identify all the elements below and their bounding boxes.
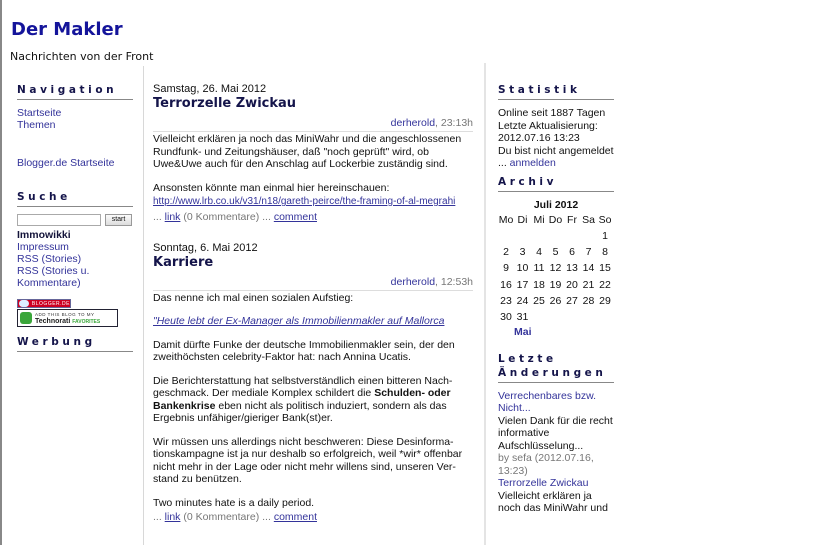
weekday: Mi <box>533 213 545 226</box>
calendar-day: 7 <box>585 246 592 259</box>
calendar-day <box>564 309 580 325</box>
column-divider-right <box>484 63 486 545</box>
calendar-day: 25 <box>533 294 545 307</box>
calendar-day: 9 <box>503 262 509 275</box>
story-paragraph: Ansonsten könnte man einmal hier hereinschauen: <box>153 181 390 194</box>
search-form <box>17 214 133 226</box>
calendar-day: 17 <box>516 278 529 291</box>
weekday: So <box>598 213 612 226</box>
change-item-by: by sefa (2012.07.16, 13:23) <box>498 452 594 477</box>
story-title[interactable]: Karriere <box>153 254 214 270</box>
technorati-favorites: FAVORITES <box>72 318 101 325</box>
story-paragraph: Das nenne ich mal einen sozialen Aufstieg: <box>153 291 354 304</box>
rss-stories-comments-link[interactable]: RSS (Stories u. Kommentare) <box>17 265 90 289</box>
site-subtitle: Nachrichten von der Front <box>10 50 154 63</box>
search-start-button[interactable]: start <box>105 214 132 226</box>
calendar-day: 10 <box>516 262 529 275</box>
story-paragraph: Damit dürfte Funke der deutsche Immobilienmakler sein, der den zweithöchsten celebrity-Faktor hat: nach Annina Ucatis. <box>153 338 455 363</box>
weekday: Fr <box>567 213 577 226</box>
calendar-day <box>531 228 547 244</box>
blogger-badge[interactable] <box>17 299 71 308</box>
author-link[interactable]: derherold <box>390 275 436 288</box>
story-paragraph <box>153 375 473 425</box>
technorati-top-text: ADD THIS BLOG TO MY <box>35 311 95 317</box>
calendar-day: 2 <box>503 246 509 259</box>
weekday: Do <box>548 213 563 226</box>
story-date: Samstag, 26. Mai 2012 <box>153 83 267 95</box>
calendar-day: 13 <box>566 262 578 275</box>
calendar-day <box>498 228 514 244</box>
technorati-logo-icon <box>20 312 32 324</box>
change-item-text: Vielen Dank für die recht informative Aufschlüsselung... <box>498 414 613 452</box>
author-link[interactable]: derherold <box>390 117 436 129</box>
technorati-name: Technorati <box>35 317 71 325</box>
nav-link-blogger-startseite[interactable]: Blogger.de Startseite <box>17 157 115 169</box>
immowikki-link[interactable]: Immowikki <box>17 229 71 241</box>
online-since: Online seit 1887 Tagen <box>498 107 606 119</box>
calendar-day: 21 <box>582 278 595 291</box>
calendar-day <box>531 309 547 325</box>
external-url-link[interactable]: http://www.lrb.co.uk/v31/n18/gareth-peirce/the-framing-of-al-megrahi <box>153 196 456 207</box>
weekday: Mo <box>498 213 514 226</box>
last-update: Letzte Aktualisierung: 2012.07.16 13:23 <box>498 119 598 144</box>
story-footer <box>153 211 473 224</box>
archive-calendar <box>498 199 614 338</box>
calendar-day: 20 <box>566 278 578 291</box>
calendar-day <box>548 228 564 244</box>
calendar-day: 22 <box>599 278 611 291</box>
permalink-link[interactable]: link <box>164 511 181 523</box>
impressum-link[interactable]: Impressum <box>17 241 69 253</box>
calendar-day <box>548 309 564 325</box>
story-time: , 12:53h <box>435 275 473 288</box>
column-divider-left <box>143 66 144 545</box>
bold-text: Schulden- oder Bankenkrise <box>153 387 451 412</box>
calendar-day: 8 <box>602 246 608 259</box>
login-status: Du bist nicht angemeldet ... <box>498 144 614 169</box>
calendar-day <box>564 228 580 244</box>
calendar-day: 24 <box>516 294 529 307</box>
technorati-badge[interactable] <box>17 309 118 327</box>
story-terrorzelle <box>153 83 473 224</box>
rss-stories-link[interactable]: RSS (Stories) <box>17 253 82 265</box>
calendar-day: 4 <box>536 246 542 259</box>
text-span: Die Berichterstattung hat selbstverständlich einen bitteren Nach-geschmack. Der mediale Komplex schildert die <box>153 374 453 399</box>
footer-prefix: ... <box>153 210 165 223</box>
quote-link[interactable]: "Heute lebt der Ex-Manager als Immobilienmakler auf Mallorca <box>153 315 445 327</box>
calendar-day <box>581 228 597 244</box>
calendar-day <box>515 228 531 244</box>
story-time: , 23:13h <box>435 117 473 129</box>
calendar-day: 19 <box>549 278 562 291</box>
change-item-text: Vielleicht erklären ja noch das MiniWahr und <box>498 489 608 515</box>
changes-heading: Letzte Änderungen <box>498 352 614 383</box>
statistics-text <box>498 107 614 170</box>
text-span: eben nicht als politisch induziert, sondern als das Ergebnis unfähiger/gieriger Bank(st)er. <box>153 399 447 424</box>
permalink-link[interactable]: link <box>164 210 181 223</box>
archiv-heading: Archiv <box>498 176 614 192</box>
nav-link-startseite[interactable]: Startseite <box>17 107 62 119</box>
calendar-day: 27 <box>566 294 578 307</box>
search-heading: Suche <box>17 191 133 207</box>
left-sidebar <box>17 84 133 359</box>
footer-prefix: ... <box>153 511 165 523</box>
calendar-grid <box>498 212 614 326</box>
calendar-day: 11 <box>533 262 545 275</box>
story-paragraph: Two minutes hate is a daily period. <box>153 496 315 509</box>
story-footer <box>153 511 473 524</box>
login-link[interactable]: anmelden <box>509 157 556 169</box>
right-sidebar <box>498 84 614 515</box>
calendar-day: 31 <box>516 311 529 324</box>
calendar-day: 14 <box>582 262 595 275</box>
calendar-day: 23 <box>500 294 512 307</box>
navigation-heading: Navigation <box>17 84 133 100</box>
calendar-day: 29 <box>599 294 611 307</box>
speech-bubble-icon <box>19 300 29 307</box>
calendar-day: 28 <box>582 294 595 307</box>
change-item-title[interactable]: Terrorzelle Zwickau <box>498 477 589 490</box>
comment-link[interactable]: comment <box>273 210 317 223</box>
calendar-month: Juli 2012 <box>533 198 579 211</box>
story-paragraph: Vielleicht erklären ja noch das MiniWahr und die angeschlossenen Rundfunk- und Zeitungshäuser, daß "noch geprüft" wird, ob Uwe&Uwe auch für den Anschlag auf Lockerbie zuständig sind. <box>153 133 462 170</box>
story-date: Sonntag, 6. Mai 2012 <box>153 241 258 254</box>
weekday: Sa <box>582 213 595 226</box>
change-item-title[interactable]: Verrechenbares bzw. Nicht... <box>498 389 597 415</box>
werbung-heading: Werbung <box>17 336 133 352</box>
site-title[interactable]: Der Makler <box>11 19 123 40</box>
calendar-day: 1 <box>602 229 608 242</box>
calendar-day: 26 <box>549 294 562 307</box>
comment-count: (0 Kommentare) ... <box>180 210 274 223</box>
previous-month-link[interactable]: Mai <box>514 325 532 338</box>
story-title[interactable]: Terrorzelle Zwickau <box>153 96 297 111</box>
story-meta <box>153 276 473 291</box>
calendar-day <box>581 309 597 325</box>
statistik-heading: Statistik <box>498 84 614 100</box>
weekday: Di <box>517 213 528 226</box>
comment-count: (0 Kommentare) ... <box>180 511 274 523</box>
story-paragraph: Wir müssen uns allerdings nicht beschweren: Diese Desinforma-tionskampagne ist ja nur deshalb so erfolgreich, weil *wir* offenbar nicht mehr in der Lage oder nicht mehr willens sind, unseren Ver-stand zu benützen. <box>153 435 463 485</box>
calendar-day: 18 <box>533 278 545 291</box>
calendar-day: 5 <box>552 246 559 259</box>
nav-link-themen[interactable]: Themen <box>17 119 56 131</box>
comment-link[interactable]: comment <box>273 511 317 523</box>
calendar-day: 12 <box>549 262 562 275</box>
window-frame-edge <box>0 0 2 545</box>
calendar-day: 6 <box>569 246 575 259</box>
calendar-day: 16 <box>500 278 512 291</box>
main-content <box>153 83 473 538</box>
search-input[interactable] <box>17 214 101 226</box>
calendar-day: 15 <box>599 262 611 275</box>
calendar-day <box>597 309 613 325</box>
blogger-badge-label: BLOGGER.DE <box>31 300 70 307</box>
calendar-day: 3 <box>519 246 526 259</box>
story-karriere <box>153 242 473 525</box>
story-meta <box>153 117 473 132</box>
calendar-day: 30 <box>500 311 512 324</box>
